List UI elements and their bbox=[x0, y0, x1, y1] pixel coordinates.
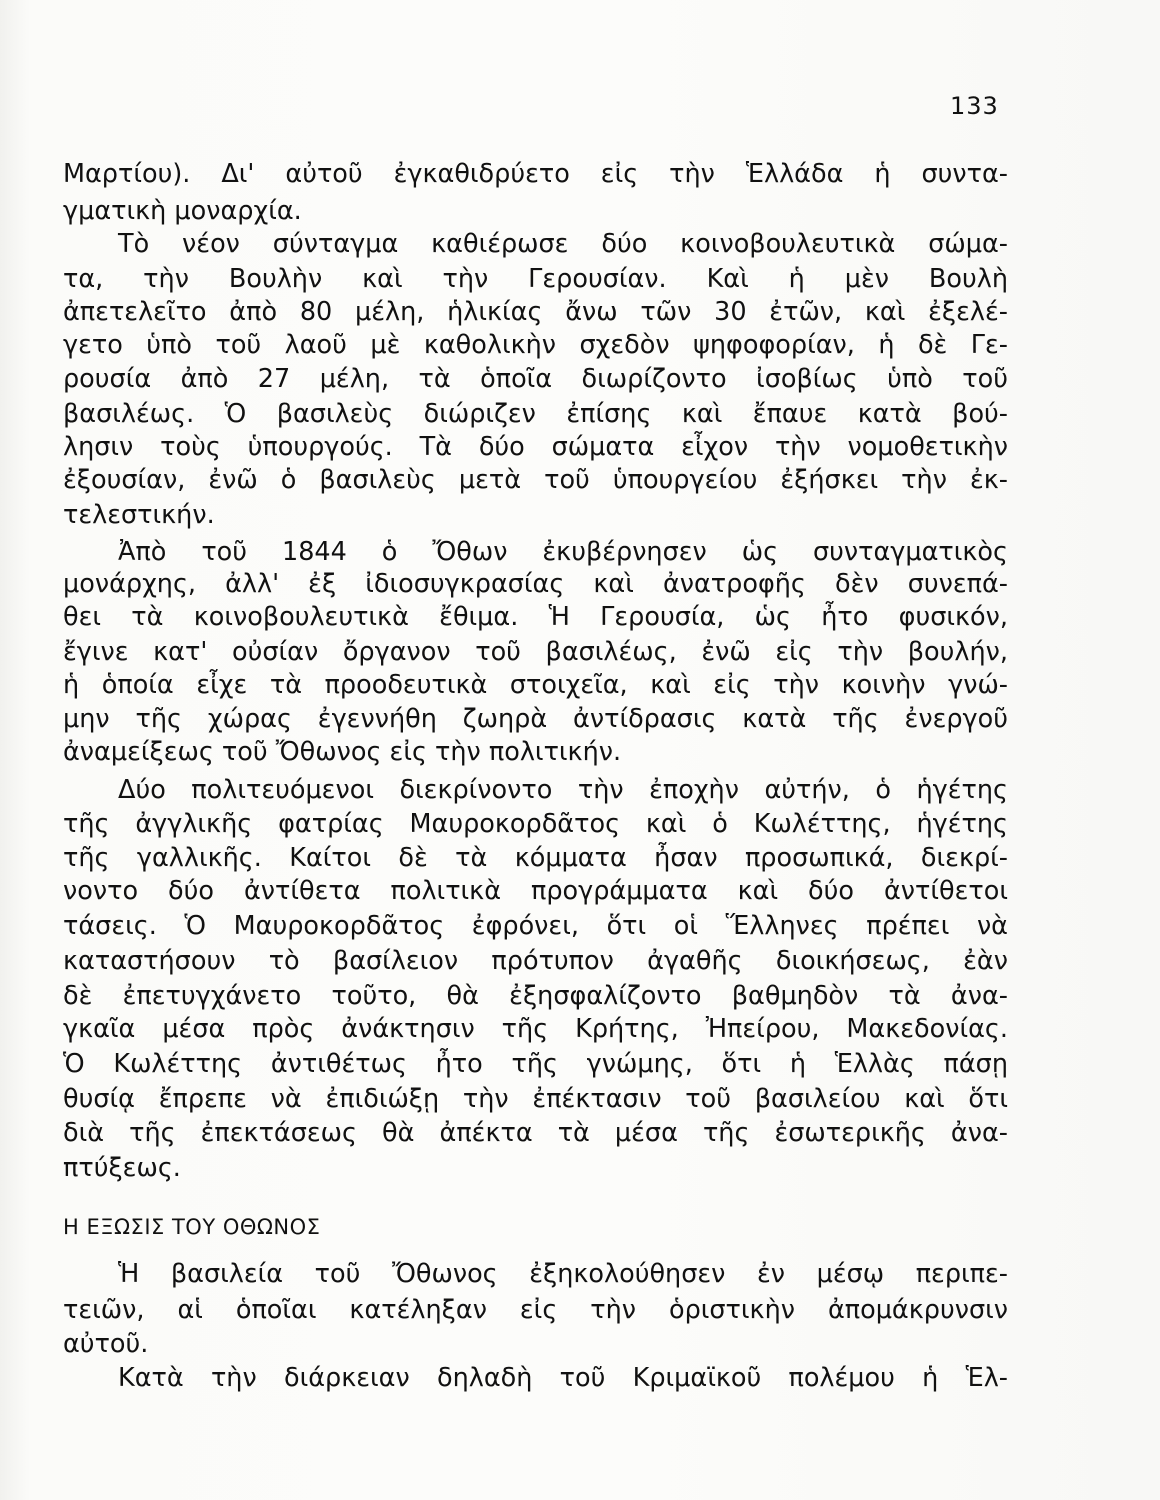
text-line: ἀπετελεῖτο ἀπὸ 80 μέλη, ἡλικίας ἄνω τῶν 30 ἐτῶν, καὶ ἐξελέ- bbox=[63, 297, 1008, 327]
text-line: αὐτοῦ. bbox=[63, 1329, 149, 1359]
text-line: Δύο πολιτευόμενοι διεκρίνοντο τὴν ἐποχὴν αὐτήν, ὁ ἡγέτης bbox=[118, 775, 1008, 805]
text-line: γματικὴ μοναρχία. bbox=[63, 196, 302, 226]
text-line: τα, τὴν Βουλὴν καὶ τὴν Γερουσίαν. Καὶ ἡ μὲν Βουλὴ bbox=[63, 264, 1008, 294]
text-line: γκαῖα μέσα πρὸς ἀνάκτησιν τῆς Κρήτης, Ἠπείρου, Μακεδονίας. bbox=[63, 1014, 1008, 1044]
text-line: βασιλέως. Ὁ βασιλεὺς διώριζεν ἐπίσης καὶ ἔπαυε κατὰ βού- bbox=[63, 399, 1008, 429]
text-line: ἔγινε κατ' οὐσίαν ὄργανον τοῦ βασιλέως, ἐνῶ εἰς τὴν βουλήν, bbox=[63, 637, 1008, 667]
text-line: νοντο δύο ἀντίθετα πολιτικὰ προγράμματα καὶ δύο ἀντίθετοι bbox=[63, 876, 1008, 906]
text-line: ἐξουσίαν, ἐνῶ ὁ βασιλεὺς μετὰ τοῦ ὑπουργείου ἐξήσκει τὴν ἐκ- bbox=[63, 465, 1008, 495]
text-line: διὰ τῆς ἐπεκτάσεως θὰ ἀπέκτα τὰ μέσα τῆς ἐσωτερικῆς ἀνα- bbox=[63, 1118, 1008, 1148]
text-line: Μαρτίου). Δι' αὐτοῦ ἐγκαθιδρύετο εἰς τὴν Ἑλλάδα ἡ συντα- bbox=[63, 159, 1008, 189]
text-line: θυσίᾳ ἔπρεπε νὰ ἐπιδιώξῃ τὴν ἐπέκτασιν τοῦ βασιλείου καὶ ὅτι bbox=[63, 1084, 1008, 1114]
text-line: τειῶν, αἱ ὁποῖαι κατέληξαν εἰς τὴν ὁριστικὴν ἀπομάκρυνσιν bbox=[63, 1295, 1008, 1325]
text-line: Ἀπὸ τοῦ 1844 ὁ Ὄθων ἐκυβέρνησεν ὡς συνταγματικὸς bbox=[118, 537, 1008, 567]
text-line: καταστήσουν τὸ βασίλειον πρότυπον ἀγαθῆς διοικήσεως, ἐὰν bbox=[63, 946, 1008, 976]
text-line: θει τὰ κοινοβουλευτικὰ ἔθιμα. Ἡ Γερουσία, ὡς ἦτο φυσικόν, bbox=[63, 602, 1008, 632]
text-line: μην τῆς χώρας ἐγεννήθη ζωηρὰ ἀντίδρασις κατὰ τῆς ἐνεργοῦ bbox=[63, 704, 1008, 734]
text-line: πτύξεως. bbox=[63, 1153, 181, 1183]
text-line: μονάρχης, ἀλλ' ἐξ ἰδιοσυγκρασίας καὶ ἀνατροφῆς δὲν συνεπά- bbox=[63, 569, 1008, 599]
text-line: Ὁ Κωλέττης ἀντιθέτως ἦτο τῆς γνώμης, ὅτι ἡ Ἑλλὰς πάσῃ bbox=[63, 1049, 1008, 1079]
text-line: Ἡ βασιλεία τοῦ Ὄθωνος ἐξηκολούθησεν ἐν μέσῳ περιπε- bbox=[118, 1259, 1008, 1289]
text-line: γετο ὑπὸ τοῦ λαοῦ μὲ καθολικὴν σχεδὸν ψηφοφορίαν, ἡ δὲ Γε- bbox=[63, 330, 1008, 360]
text-line: τῆς γαλλικῆς. Καίτοι δὲ τὰ κόμματα ἦσαν προσωπικά, διεκρί- bbox=[63, 843, 1008, 873]
text-line: δὲ ἐπετυγχάνετο τοῦτο, θὰ ἐξησφαλίζοντο βαθμηδὸν τὰ ἀνα- bbox=[63, 981, 1008, 1011]
text-line: λησιν τοὺς ὑπουργούς. Τὰ δύο σώματα εἶχον τὴν νομοθετικὴν bbox=[63, 432, 1008, 462]
page-number: 133 bbox=[950, 92, 999, 120]
text-line: Τὸ νέον σύνταγμα καθιέρωσε δύο κοινοβουλευτικὰ σώμα- bbox=[118, 229, 1008, 259]
text-line: Κατὰ τὴν διάρκειαν δηλαδὴ τοῦ Κριμαϊκοῦ πολέμου ἡ Ἑλ- bbox=[118, 1363, 1008, 1393]
text-line: τάσεις. Ὁ Μαυροκορδᾶτος ἐφρόνει, ὅτι οἱ Ἕλληνες πρέπει νὰ bbox=[63, 911, 1008, 941]
text-line: τελεστικήν. bbox=[63, 500, 215, 530]
text-line: ἡ ὁποία εἶχε τὰ προοδευτικὰ στοιχεῖα, καὶ εἰς τὴν κοινὴν γνώ- bbox=[63, 670, 1008, 700]
text-line: ἀναμείξεως τοῦ Ὄθωνος εἰς τὴν πολιτικήν. bbox=[63, 737, 622, 767]
section-heading: Η ΕΞΩΣΙΣ ΤΟΥ ΟΘΩΝΟΣ bbox=[63, 1215, 321, 1239]
text-line: τῆς ἀγγλικῆς φατρίας Μαυροκορδᾶτος καὶ ὁ Κωλέττης, ἡγέτης bbox=[63, 809, 1008, 839]
text-line: ρουσία ἀπὸ 27 μέλη, τὰ ὁποῖα διωρίζοντο ἰσοβίως ὑπὸ τοῦ bbox=[63, 364, 1008, 394]
